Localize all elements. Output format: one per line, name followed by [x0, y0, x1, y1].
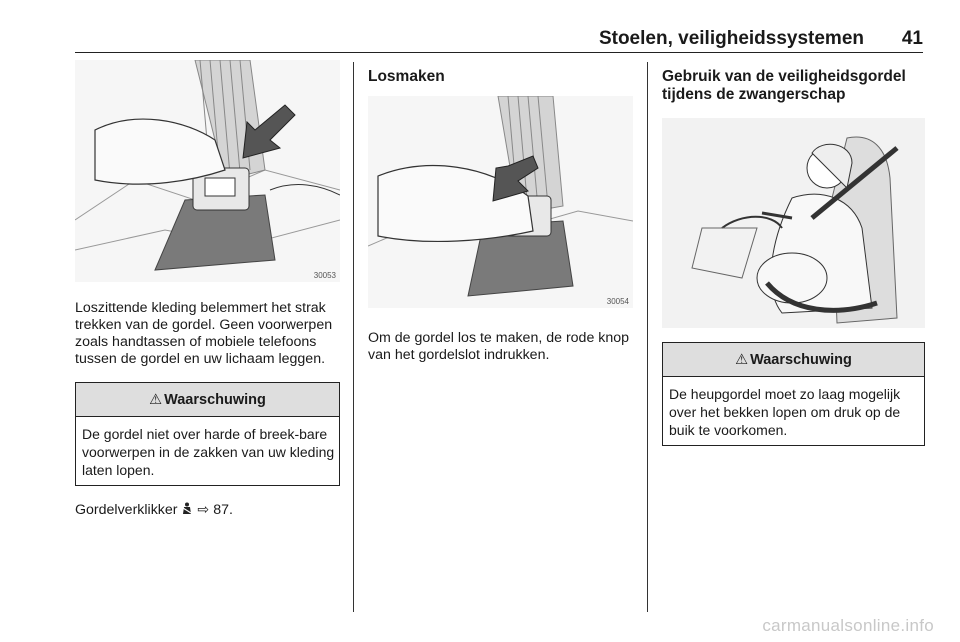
warning-triangle-icon: ⚠	[735, 352, 749, 368]
watermark: carmanualsonline.info	[762, 616, 934, 635]
warning-text: De gordel niet over harde of breek-bare voorwerpen in de zakken van uw kleding laten lopen.	[82, 426, 335, 478]
reference-label: Gordelverklikker	[75, 502, 178, 518]
seatbelt-warning-icon	[181, 502, 193, 516]
figure-belt-release	[368, 96, 633, 308]
belt-release-illustration	[368, 96, 633, 308]
page-number: 41	[901, 28, 923, 49]
warning-header	[663, 343, 924, 377]
warning-box-2	[662, 342, 925, 446]
warning-text: De heupgordel moet zo laag mogelijk over het bekken lopen om druk op de buik te voorkomen.	[669, 386, 901, 438]
column-1	[75, 60, 340, 519]
column-divider-1	[353, 62, 354, 612]
figure-pregnant-driver	[662, 118, 925, 328]
warning-triangle-icon: ⚠	[149, 392, 163, 408]
running-header-title: Stoelen, veiligheidssystemen	[598, 28, 864, 49]
column-divider-2	[647, 62, 648, 612]
figure-belt-buckle-insert	[75, 60, 340, 282]
column-3	[662, 60, 925, 446]
warning-header	[76, 383, 339, 417]
reference-arrow-icon: ⇨	[197, 502, 210, 518]
figure-number: 30054	[606, 297, 629, 306]
warning-box-1	[75, 382, 340, 486]
paragraph-loose-clothing: Loszittende kleding belemmert het strak trekken van de gordel. Geen voorwerpen zoals handtassen of mobiele telefoons tussen de gordel en uw lichaam leggen.	[75, 300, 333, 367]
belt-buckle-illustration	[75, 60, 340, 282]
pregnant-driver-illustration	[662, 118, 925, 328]
column-2	[368, 60, 633, 364]
reference-page-link[interactable]: 87.	[213, 502, 233, 518]
warning-title: Waarschuwing	[164, 392, 266, 408]
header-divider	[75, 52, 923, 53]
warning-title: Waarschuwing	[750, 352, 852, 368]
paragraph-release: Om de gordel los te maken, de rode knop van het gordelslot indrukken.	[368, 330, 630, 363]
figure-number: 30053	[313, 271, 336, 280]
section-heading-losmaken: Losmaken	[368, 68, 445, 85]
section-heading-pregnancy: Gebruik van de veiligheidsgordel tijdens de zwangerschap	[662, 68, 906, 103]
reference-line	[75, 502, 340, 519]
